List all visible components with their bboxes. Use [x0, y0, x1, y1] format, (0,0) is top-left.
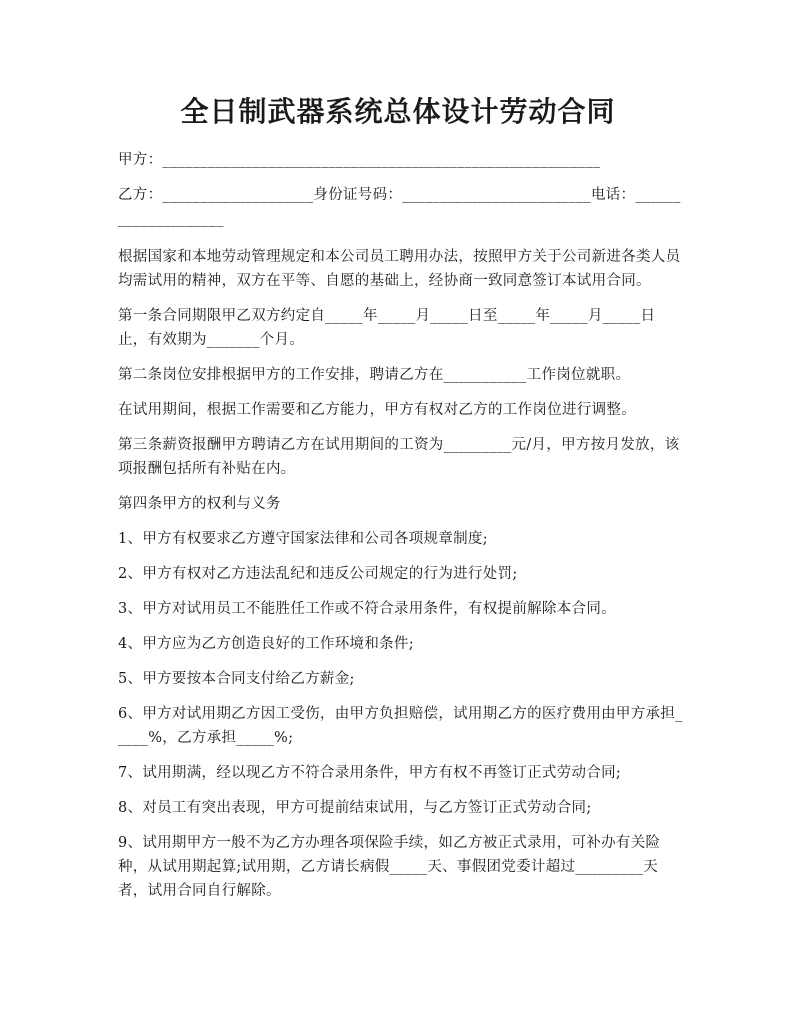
article-2-note: 在试用期间，根据工作需要和乙方能力，甲方有权对乙方的工作岗位进行调整。 — [118, 402, 636, 418]
party-a-line: 甲方：__________________________________________________________ — [118, 152, 601, 168]
article-1: 第一条合同期限甲乙双方约定自_____年_____月_____日至_____年_____月_____日止，有效期为_______个月。 — [118, 308, 656, 348]
party-b-line: 乙方：____________________身份证号码：_________________________电话：____________________ — [118, 187, 681, 227]
list-item: 8、对员工有突出表现，甲方可提前结束试用，与乙方签订正式劳动合同; — [118, 800, 592, 816]
article-4-heading: 第四条甲方的权利与义务 — [118, 496, 281, 512]
list-item: 5、甲方要按本合同支付给乙方薪金; — [118, 671, 355, 687]
list-item: 1、甲方有权要求乙方遵守国家法律和公司各项规章制度; — [118, 531, 488, 547]
document-body — [118, 148, 684, 911]
list-item: 3、甲方对试用员工不能胜任工作或不符合录用条件，有权提前解除本合同。 — [118, 601, 616, 617]
list-item: 6、甲方对试用期乙方因工受伤，由甲方负担赔偿，试用期乙方的医疗费用由甲方承担_____%，乙方承担_____%; — [118, 706, 683, 746]
article-2: 第二条岗位安排根据甲方的工作安排，聘请乙方在___________工作岗位就职。 — [118, 367, 631, 383]
document-title: 全日制武器系统总体设计劳动合同 — [180, 95, 616, 128]
list-item: 7、试用期满，经以现乙方不符合录用条件，甲方有权不再签订正式劳动合同; — [118, 765, 622, 781]
list-item: 4、甲方应为乙方创造良好的工作环境和条件; — [118, 636, 414, 652]
list-item: 9、试用期甲方一般不为乙方办理各项保险手续，如乙方被正式录用，可补办有关险种，从试用期起算;试用期，乙方请长病假_____天、事假团党委计超过_________天者，试用合同自行解除。 — [118, 835, 661, 899]
preamble-paragraph: 根据国家和本地劳动管理规定和本公司员工聘用办法，按照甲方关于公司新进各类人员均需试用的精神，双方在平等、自愿的基础上，经协商一致同意签订本试用合同。 — [118, 249, 681, 289]
article-3: 第三条薪资报酬甲方聘请乙方在试用期间的工资为_________元/月，甲方按月发放，该项报酬包括所有补贴在内。 — [118, 437, 680, 477]
list-item: 2、甲方有权对乙方违法乱纪和违反公司规定的行为进行处罚; — [118, 566, 518, 582]
